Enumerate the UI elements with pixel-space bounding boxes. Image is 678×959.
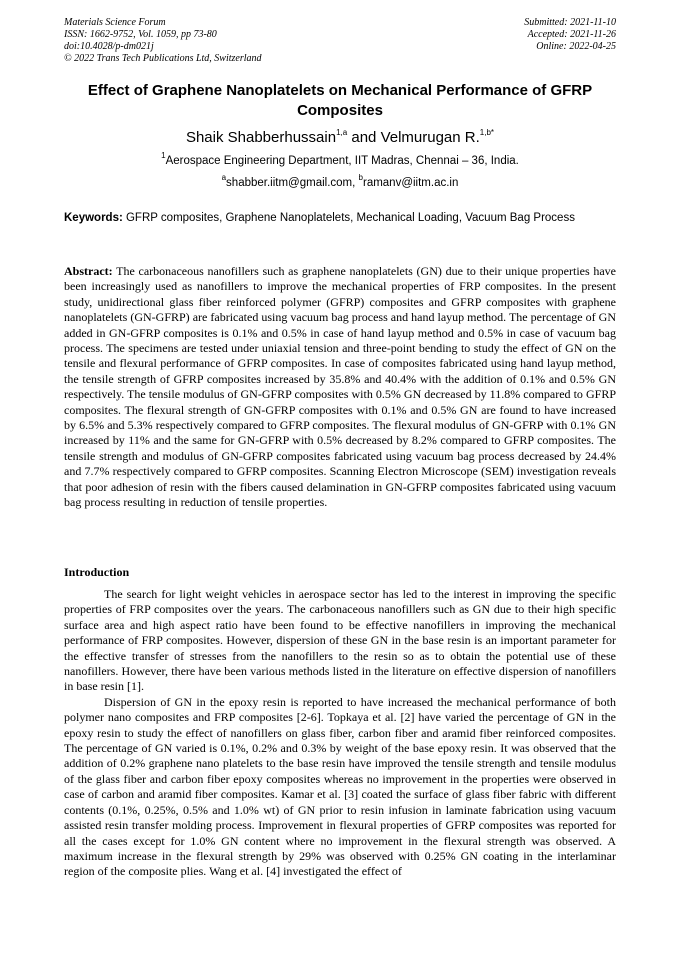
author-name: Velmurugan R. [380,129,480,146]
abstract-text: The carbonaceous nanofillers such as graphene nanoplatelets (GN) due to their unique properties have been increasingly used as nanofillers to improve the mechanical properties of FRP composites. In the present study, unidirectional glass fiber reinforced polymer (GFRP) composites and GFRP composites with graphene nanoplatelets (GN-GFRP) are fabricated using vacuum bag process and hand layup method. The percentage of GN added in GN-GFRP composites is 0.1% and 0.5% in case of hand layup method and 0.5% in case of vacuum bag process. The specimens are tested under uniaxial tension and three-point bending to study the effect of GN on the tensile and flexural performance of GFRP composites. In case of composites fabricated using hand layup method, the tensile strength of GFRP composites increased by 35.8% and 40.4% with the addition of 0.1% and 0.5% GN respectively. The tensile modulus of GN-GFRP composites with 0.5% GN decreased by 11.8% compared to GFRP composites. The flexural strength of GN-GFRP composites with 0.1% and 0.5% GN are found to have increased by 6.5% and 5.3% respectively compared to GFRP composites. The flexural modulus of GN-GFRP with 0.1% GN increased by 11% and the same for GN-GFRP with 0.5% decreased by 8.2% compared to GFRP composites. The tensile strength and modulus of GN-GFRP composites fabricated using vacuum bag process decreased by 24.4% and 7.7% respectively compared to GFRP composites. Scanning Electron Microscope (SEM) investigation reveals that poor adhesion of resin with the fibers caused delamination in GN-GFRP composites fabricated using vacuum bag process resulting in reduction of tensile properties. [64,264,616,510]
keywords-label: Keywords: [64,212,123,224]
online-date: Online: 2022-04-25 [536,41,616,52]
journal-copyright: © 2022 Trans Tech Publications Ltd, Switzerland [64,53,262,64]
submitted-date: Submitted: 2021-11-10 [524,17,616,28]
journal-header [64,17,262,65]
accepted-date: Accepted: 2021-11-26 [527,29,616,40]
author-emails [64,173,616,191]
author-name: Shaik Shabberhussain [185,129,337,146]
email-link[interactable]: ramanv@iitm.ac.in [362,177,459,189]
keywords-text: GFRP composites, Graphene Nanoplatelets, Mechanical Loading, Vacuum Bag Process [122,212,575,224]
affiliation-text: Aerospace Engineering Department, IIT Madras, Chennai – 36, India. [165,155,519,167]
author-affiliation-marker: 1,b* [479,128,495,137]
paragraph: Dispersion of GN in the epoxy resin is reported to have increased the mechanical performance of both polymer nano composites and FRP composites [2-6]. Topkaya et al. [2] have varied the percentage of GN in the epoxy resin to study the effect of nanofillers on glass fiber, carbon fiber and aramid fiber reinforced composites. The percentage of GN varied is 0.1%, 0.2% and 0.3% by weight of the base epoxy resin. It was observed that the addition of 0.2% graphene nano platelets to the base resin have improved the tensile strength and tensile modulus of the glass fiber and carbon fiber epoxy composites whereas no improvement in the properties were observed in case of carbon and aramid fiber composites. Kamar et al. [3] coated the surface of glass fiber fabric with different contents (0.1%, 0.25%, 0.5% and 1.0% wt) of GN prior to resin infusion in laminate fabrication using vacuum assisted resin transfer molding process. Improvement in flexural properties of GFRP composites was reported for all the cases except for 1.0% GN content where no improvement in the flexural strength was observed. A maximum increase in the flexural strength by 29% was observed with 0.25% GN coating in the interlaminar region of the composite plies. Wang et al. [4] investigated the effect of [64,694,616,879]
journal-issn: ISSN: 1662-9752, Vol. 1059, pp 73-80 [64,29,217,40]
email-marker: b [358,173,363,183]
affiliation-marker: 1 [161,151,166,161]
keywords [64,211,616,225]
paragraph: The search for light weight vehicles in aerospace sector has led to the interest in improving the specific properties of FRP composites over the years. The carbonaceous nanofillers such as GN due to their high specific surface area and high aspect ratio have been found to be effective nanofillers in improving the mechanical performance of FRP composites. However, dispersion of these GN in the base resin is an important parameter for the effective transfer of stresses from the nanofillers to the resin so as to obtain the potential use of these nanofillers. However, there have been various methods listed in the literature on effective dispersion of nanofillers in base resin [1]. [64,587,616,694]
abstract [64,264,616,511]
section-heading: Introduction [64,565,130,579]
journal-doi: doi:10.4028/p-dm021j [64,41,154,52]
affiliation [64,151,616,169]
author-connector: and [347,129,381,146]
author-line [64,128,616,148]
publication-dates [524,17,616,53]
journal-name: Materials Science Forum [64,17,166,28]
email-link[interactable]: shabber.iitm@gmail.com, [226,177,359,189]
abstract-label: Abstract: [64,264,113,278]
email-marker: a [221,173,227,183]
introduction-body [64,587,616,880]
paper-title: Effect of Graphene Nanoplatelets on Mechanical Performance of GFRP Composites [87,82,593,119]
author-affiliation-marker: 1,a [336,128,348,137]
